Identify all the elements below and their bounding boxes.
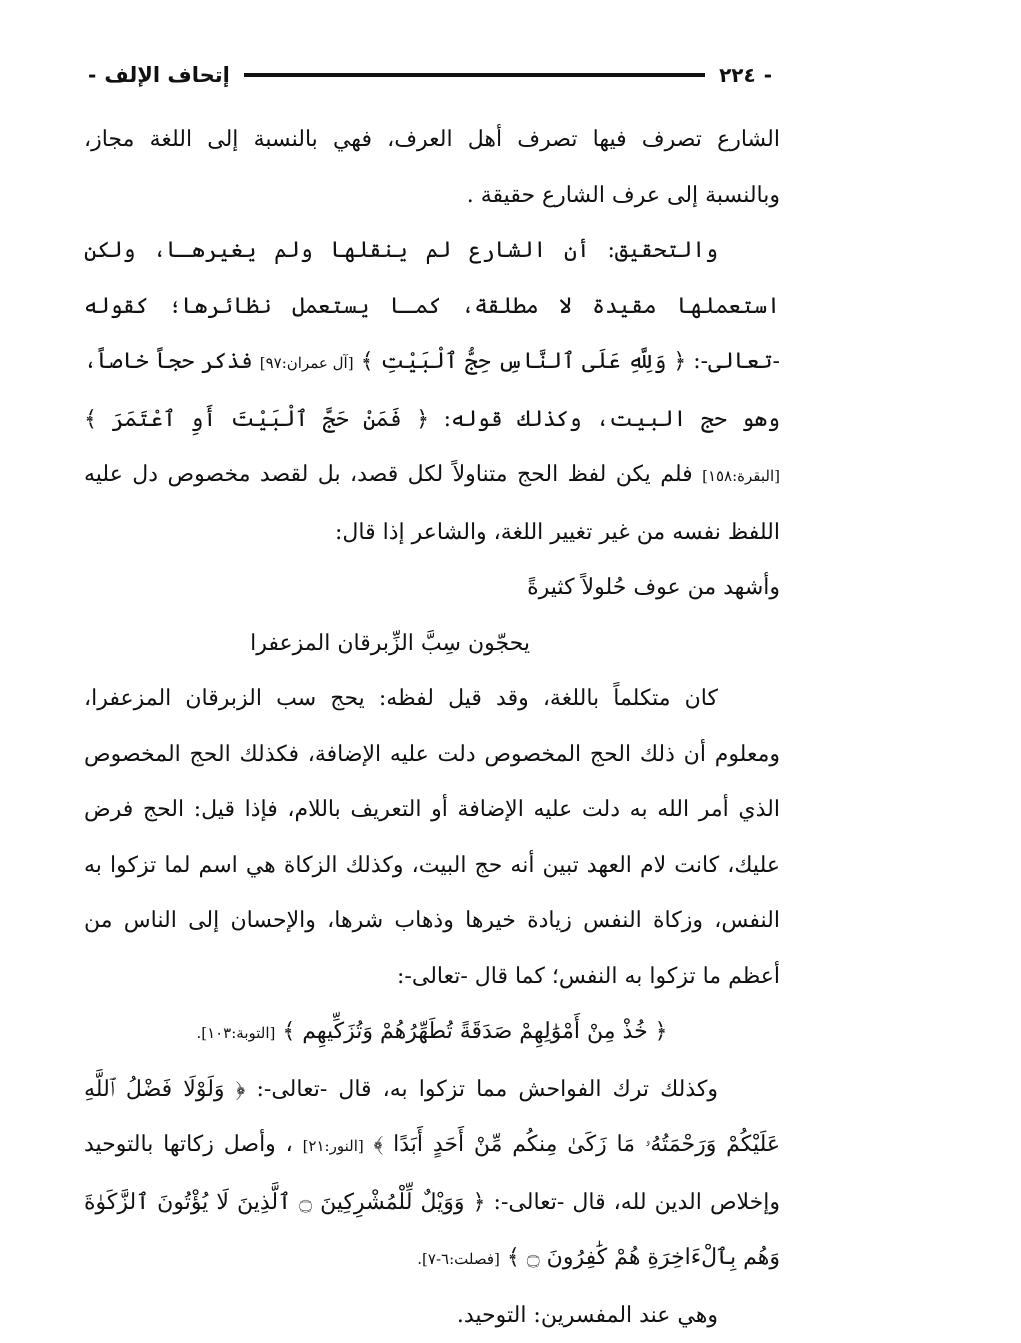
book-title: إتحاف الإلف: [104, 63, 230, 87]
paragraph-1: الشارع تصرف فيها تصرف أهل العرف، فهي بالنسبة إلى اللغة مجاز، وبالنسبة إلى عرف الشارع حقيقة .: [84, 112, 780, 223]
paragraph-4: [84, 1062, 780, 1288]
poetry-hemistich-1: وأشهد من عوف حُلولاً كثيرةً: [527, 560, 780, 616]
paragraph-4-part-b: ، وأصل زكاتها بالتوحيد وإخلاص الدين لله، قال -تعالى-: ﴿ وَوَيْلٌ لِّلْمُشْرِكِينَ ۝ ٱلَّذِينَ لَا يُؤْتُونَ ٱلزَّكَوٰةَ وَهُم بِٱلْءَاخِرَةِ هُمْ كَٰفِرُونَ ۝ ﴾: [84, 1132, 780, 1270]
quran-reference: [آل عمران:٩٧]: [260, 354, 354, 372]
paragraph-5: وهي عند المفسرين: التوحيد.: [84, 1288, 780, 1343]
poetry-line-1: [84, 560, 780, 616]
paragraph-2-part-c: فلم يكن لفظ الحج متناولاً لكل قصد، بل لقصد مخصوص دل عليه اللفظ نفسه من غير تغيير اللغة، والشاعر إذا قال:: [84, 462, 780, 545]
header-rule: [244, 73, 705, 77]
paragraph-2-part-a: والتحقيق: أن الشارع لم ينقلها ولم يغيرهـا، ولكن استعملها مقيدة لا مطلقة، كمـا يستعمل نظائرها؛ كقوله -تعالى-: ﴿ وَلِلَّهِ عَلَى ٱلنَّاسِ حِجُّ ٱلْبَيْتِ ﴾: [84, 238, 780, 374]
quran-reference: [فصلت:٦-٧].: [417, 1250, 500, 1268]
header-dash-right: -: [764, 63, 772, 87]
paragraph-3: كان متكلماً باللغة، وقد قيل لفظه: يحج سب الزبرقان المزعفرا، ومعلوم أن ذلك الحج المخصوص دلت عليه الإضافة، فكذلك الحج المخصوص الذي أمر الله به دلت عليه الإضافة أو التعريف باللام، فإذا قيل: الحج فرض عليك، كانت لام العهد تبين أنه حج البيت، وكذلك الزكاة هي اسم لما تزكوا به النفس، وزكاة النفس زيادة خيرها وذهاب شرها، والإحسان إلى الناس من أعظم ما تزكوا به النفس؛ كما قال -تعالى-:: [84, 671, 780, 1004]
poetry-line-2: [84, 616, 780, 672]
poetry-hemistich-2: يحجّون سِبَّ الزِّبرقان المزعفرا: [250, 616, 530, 672]
header-dash-left: -: [88, 63, 96, 87]
quran-reference: [البقرة:١٥٨]: [702, 467, 780, 485]
paragraph-2-part-b: فذكر حجاً خاصاً، وهو حج البيت، وكذلك قوله: ﴿ فَمَنْ حَجَّ ٱلْبَيْتَ أَوِ ٱعْتَمَرَ ﴾: [84, 349, 780, 432]
paragraph-4-part-a: وكذلك ترك الفواحش مما تزكوا به، قال -تعالى-: ﴿ وَلَوْلَا فَضْلُ ٱللَّهِ عَلَيْكُمْ وَرَحْمَتُهُۥ مَا زَكَىٰ مِنكُم مِّنْ أَحَدٍ أَبَدًا ﴾: [84, 1077, 780, 1158]
quran-reference: [النور:٢١]: [303, 1137, 364, 1155]
quran-quote-line: [84, 1004, 780, 1062]
page-body: [84, 112, 780, 1343]
running-header: [80, 58, 780, 92]
paragraph-2: [84, 223, 780, 560]
quran-quote: ﴿ خُذْ مِنْ أَمْوَٰلِهِمْ صَدَقَةً تُطَهِّرُهُمْ وَتُزَكِّيهِم ﴾: [282, 1019, 667, 1044]
quran-reference: [التوبة:١٠٣].: [196, 1024, 275, 1042]
page-number: ٢٢٤: [719, 63, 756, 87]
